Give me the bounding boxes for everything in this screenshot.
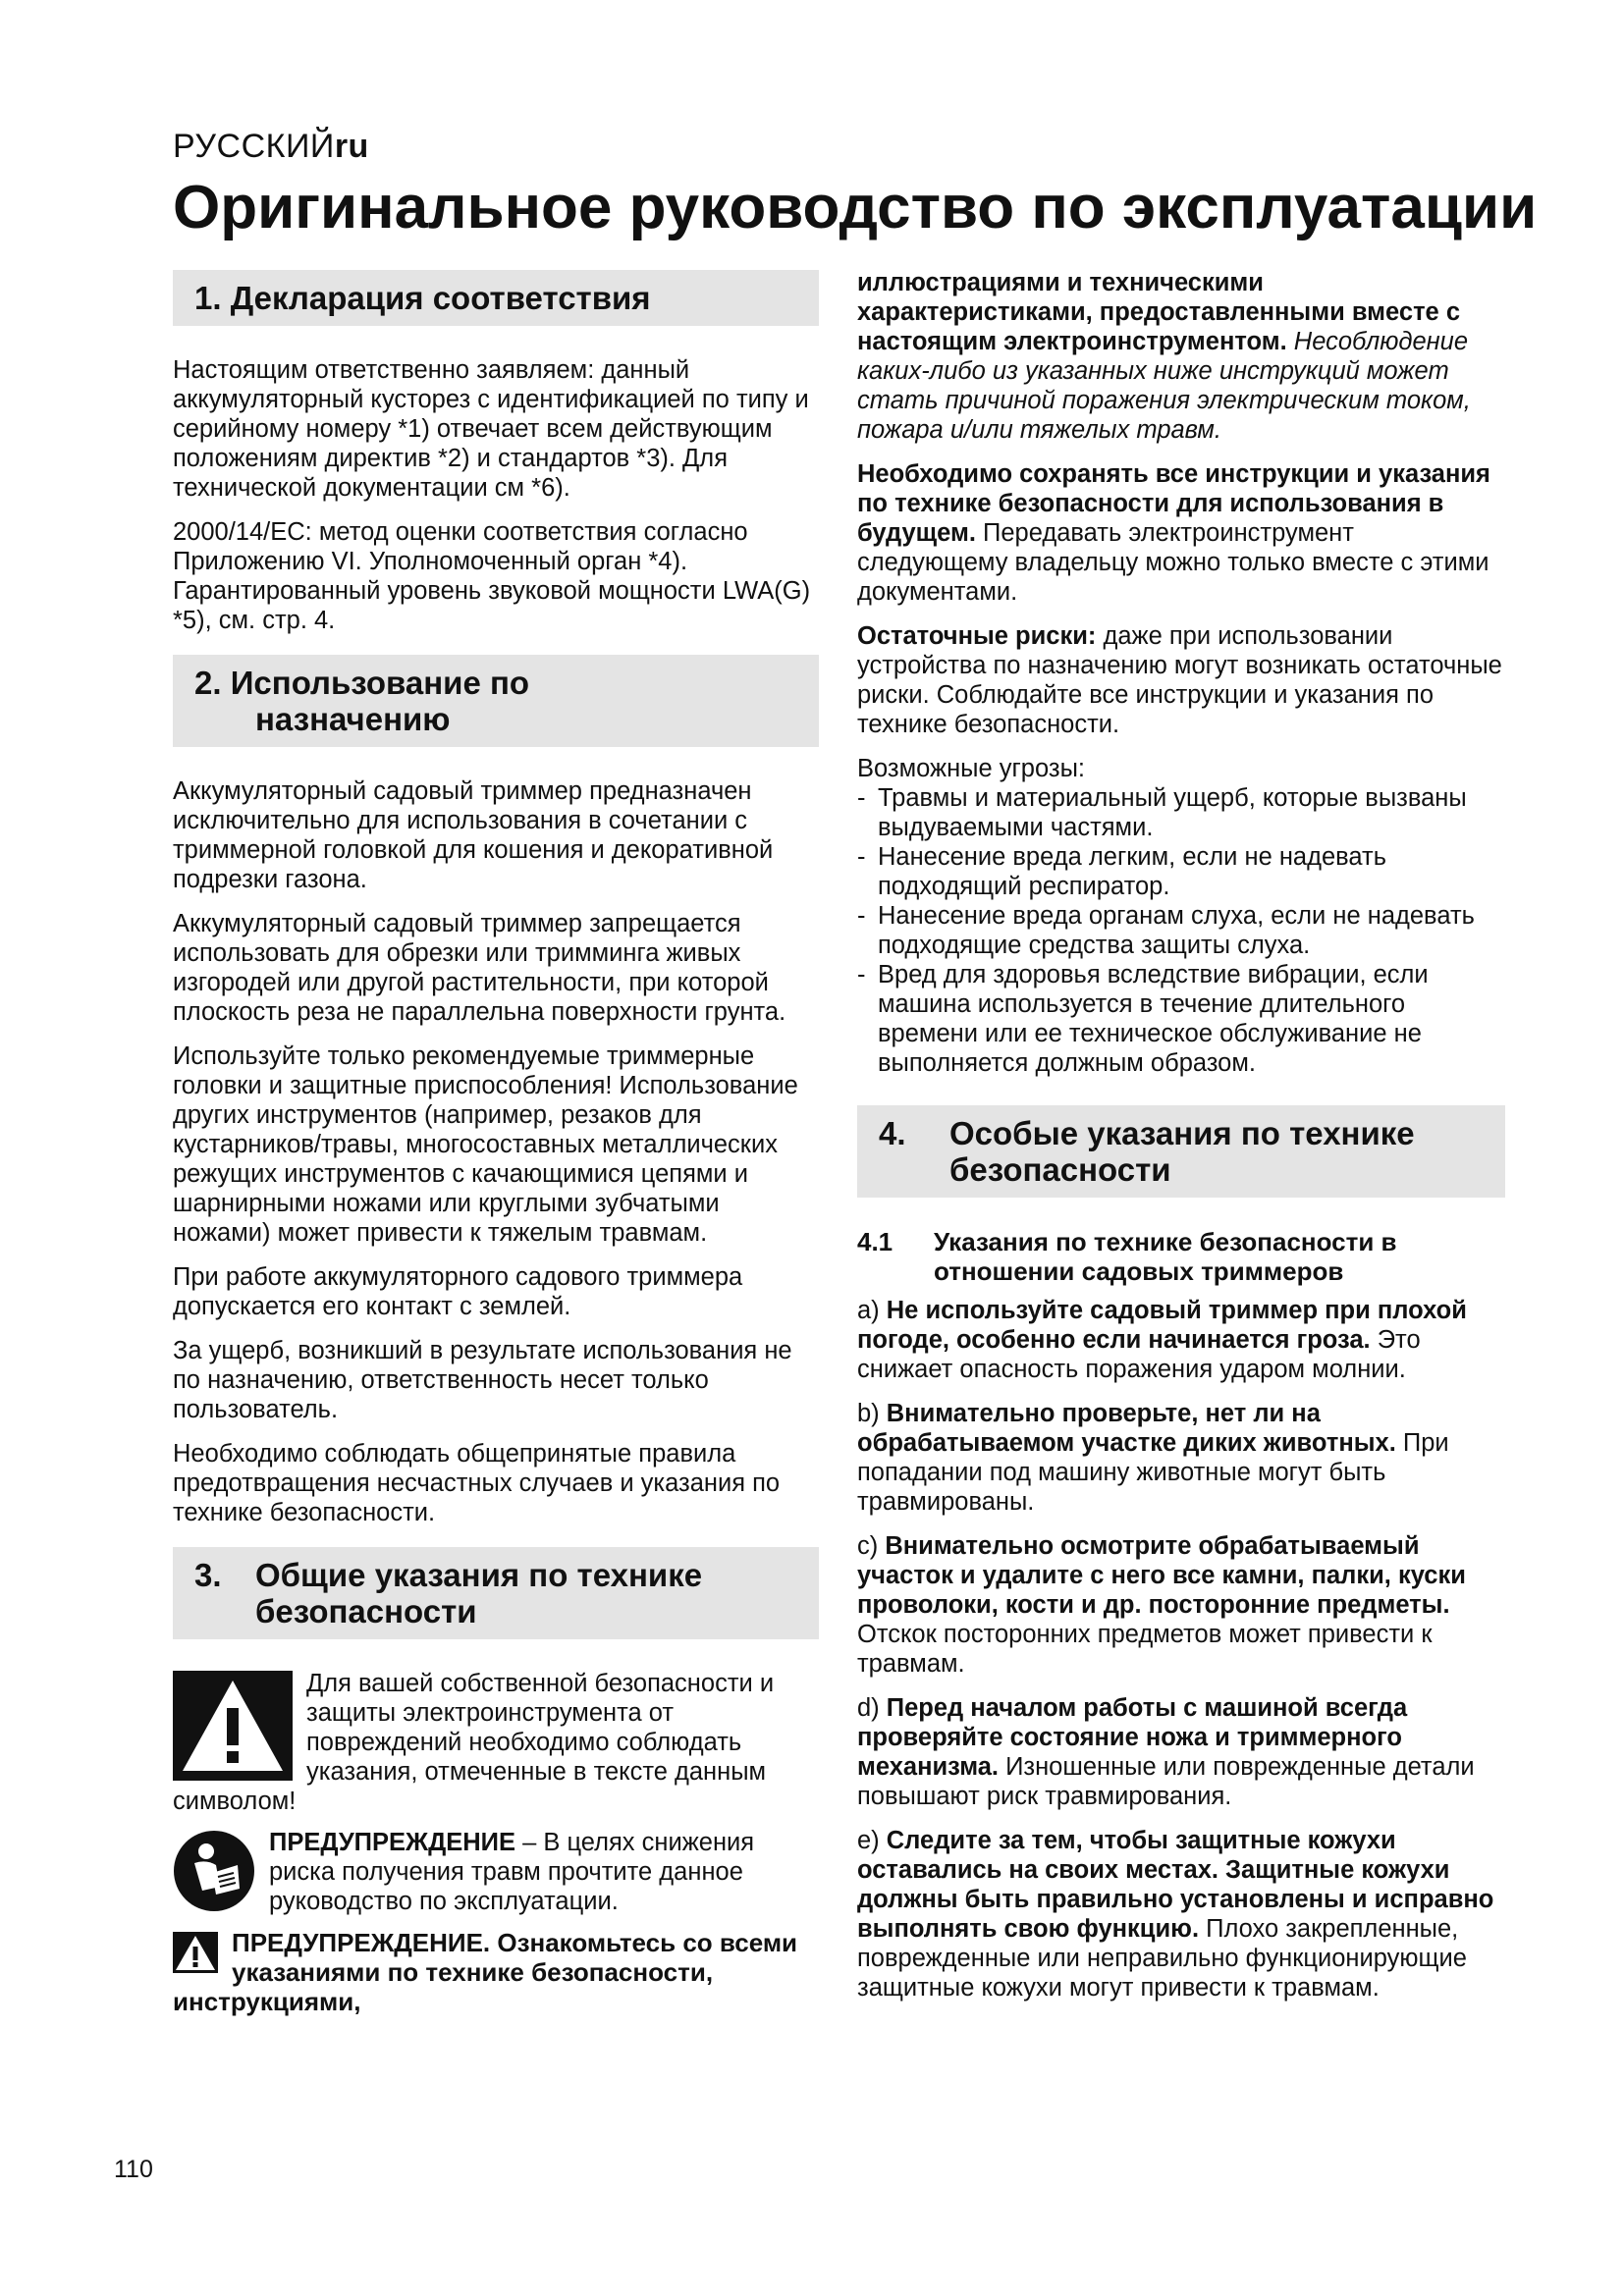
right-column bbox=[857, 270, 1505, 2017]
warning-label: ПРЕДУПРЕЖДЕНИЕ bbox=[269, 1829, 516, 1856]
section-1-heading: 1. Декларация соответствия bbox=[173, 270, 819, 326]
list-item: - Нанесение вреда легким, если не надевать подходящий респиратор. bbox=[857, 843, 1387, 900]
section-3-heading bbox=[173, 1547, 819, 1639]
language-code: ru bbox=[334, 128, 369, 165]
safety-item-c: c) Внимательно осмотрите обрабатываемый участок и удалите с него все камни, палки, куски проволоки, кости и др. посторонние предметы. Отскок посторонних предметов может привести к травмам. bbox=[857, 1532, 1466, 1678]
list-item: - Нанесение вреда органам слуха, если не надевать подходящие средства защиты слуха. bbox=[857, 902, 1475, 959]
residual-risks-label: Остаточные риски: bbox=[857, 622, 1097, 650]
section-2-heading bbox=[173, 655, 819, 747]
general-warning-text: ПРЕДУПРЕЖДЕНИЕ. Ознакомьтесь со всеми указаниями по технике безопасности, инструкциями, bbox=[173, 1928, 798, 2016]
read-manual-warning bbox=[173, 1828, 819, 1916]
safety-symbol-text: Для вашей собственной безопасности и защиты электроинструмента от повреждений необходимо соблюдать указания, отмеченные в тексте данным символом! bbox=[173, 1670, 775, 1815]
section-3-number: 3. bbox=[194, 1557, 222, 1593]
keep-instructions-bold: Необходимо сохранять все инструкции и указания по технике безопасности для использования в будущем. bbox=[857, 460, 1490, 547]
section-1-paragraph: 2000/14/ЕС: метод оценки соответствия согласно Приложению VI. Уполномоченный орган *4). Гарантированный уровень звуковой мощности LWA(G) *5), см. стр. 4. bbox=[173, 518, 811, 634]
general-warning bbox=[173, 1928, 819, 2016]
keep-instructions bbox=[857, 459, 1505, 607]
section-2-paragraph: За ущерб, возникший в результате использования не по назначению, ответственность несет только пользователь. bbox=[173, 1337, 792, 1423]
threats-label: Возможные угрозы: bbox=[857, 755, 1085, 782]
section-2-paragraph: Используйте только рекомендуемые триммерные головки и защитные приспособления! Использование других инструментов (например, резаков для кустарников/травы, многосоставных металлических режущих инструментов с качающимися цепями и шарнирными ножами или круглыми зубчатыми ножами) может привести к тяжелым травмам. bbox=[173, 1042, 798, 1247]
document-title: Оригинальное руководство по эксплуатации bbox=[173, 174, 1538, 241]
subsection-title: Указания по технике безопасности в отношении садовых триммеров bbox=[934, 1227, 1397, 1286]
section-1-paragraph: Настоящим ответственно заявляем: данный аккумуляторный кусторез с идентификацией по типу и серийному номеру *1) отвечает всем действующим положениям директив *2) и стандартов *3). Для технической документации см *6). bbox=[173, 356, 809, 502]
warning-text: – В целях снижения риска получения травм прочтите данное руководство по эксплуатации. bbox=[269, 1829, 755, 1915]
subsection-4-1-heading bbox=[857, 1227, 1505, 1286]
list-item: - Травмы и материальный ущерб, которые вызваны выдуваемыми частями. bbox=[857, 784, 1467, 841]
subsection-number: 4.1 bbox=[857, 1227, 893, 1256]
warning-triangle-small-icon bbox=[173, 1932, 218, 1973]
warning-triangle-icon bbox=[173, 1671, 293, 1781]
section-4-number: 4. bbox=[879, 1115, 906, 1151]
safety-item-b: b) Внимательно проверьте, нет ли на обрабатываемом участке диких животных. При попадании под машину животные могут быть травмированы. bbox=[857, 1400, 1449, 1516]
threats-list bbox=[857, 783, 1505, 1078]
section-4-title: Особые указания по технике безопасности bbox=[949, 1115, 1415, 1188]
left-column bbox=[173, 270, 819, 2028]
read-manual-icon bbox=[173, 1830, 255, 1912]
section-3-title: Общие указания по технике безопасности bbox=[255, 1557, 703, 1629]
section-4-heading bbox=[857, 1105, 1505, 1198]
safety-item-e: e) Следите за тем, чтобы защитные кожухи оставались на своих местах. Защитные кожухи должны быть правильно установлены и исправно выполнять свою функцию. Плохо закрепленные, поврежденные или неправильно функционирующие защитные кожухи могут привести к травмам. bbox=[857, 1827, 1494, 2002]
warning-continuation bbox=[857, 268, 1505, 445]
section-2-paragraph: При работе аккумуляторного садового триммера допускается его контакт с землей. bbox=[173, 1263, 743, 1320]
section-2-heading-line: 2. Использование по bbox=[194, 665, 530, 701]
safety-symbol-note bbox=[173, 1669, 819, 1816]
keep-instructions-text: Передавать электроинструмент следующему владельцу можно только вместе с этими документами. bbox=[857, 519, 1489, 606]
list-item: - Вред для здоровья вследствие вибрации, если машина используется в течение длительного времени или ее техническое обслуживание не выполняется должным образом. bbox=[857, 961, 1429, 1077]
residual-risks bbox=[857, 621, 1505, 739]
language-name: РУССКИЙ bbox=[173, 128, 335, 165]
page-number: 110 bbox=[114, 2156, 153, 2183]
section-2-paragraph: Аккумуляторный садовый триммер запрещается использовать для обрезки или тримминга живых изгородей или другой растительности, при которой плоскость реза не параллельна поверхности грунта. bbox=[173, 910, 786, 1026]
warning-continuation-bold: иллюстрациями и техническими характеристиками, предоставленными вместе с настоящим электроинструментом. bbox=[857, 269, 1461, 355]
warning-continuation-italic: Несоблюдение каких-либо из указанных ниже инструкций может стать причиной поражения электрическим током, пожара и/или тяжелых травм. bbox=[857, 328, 1471, 444]
safety-item-d: d) Перед началом работы с машиной всегда проверяйте состояние ножа и триммерного механизма. Изношенные или поврежденные детали повышают риск травмирования. bbox=[857, 1694, 1475, 1810]
safety-item-a: a) Не используйте садовый триммер при плохой погоде, особенно если начинается гроза. Это снижает опасность поражения ударом молнии. bbox=[857, 1297, 1467, 1383]
residual-risks-text: даже при использовании устройства по назначению могут возникать остаточные риски. Соблюдайте все инструкции и указания по технике безопасности. bbox=[857, 622, 1502, 738]
section-2-heading-line: назначению bbox=[255, 701, 451, 737]
language-label bbox=[173, 128, 369, 166]
section-2-paragraph: Аккумуляторный садовый триммер предназначен исключительно для использования в сочетании с триммерной головкой для кошения и декоративной подрезки газона. bbox=[173, 777, 774, 893]
section-2-paragraph: Необходимо соблюдать общепринятые правила предотвращения несчастных случаев и указания по технике безопасности. bbox=[173, 1440, 781, 1526]
